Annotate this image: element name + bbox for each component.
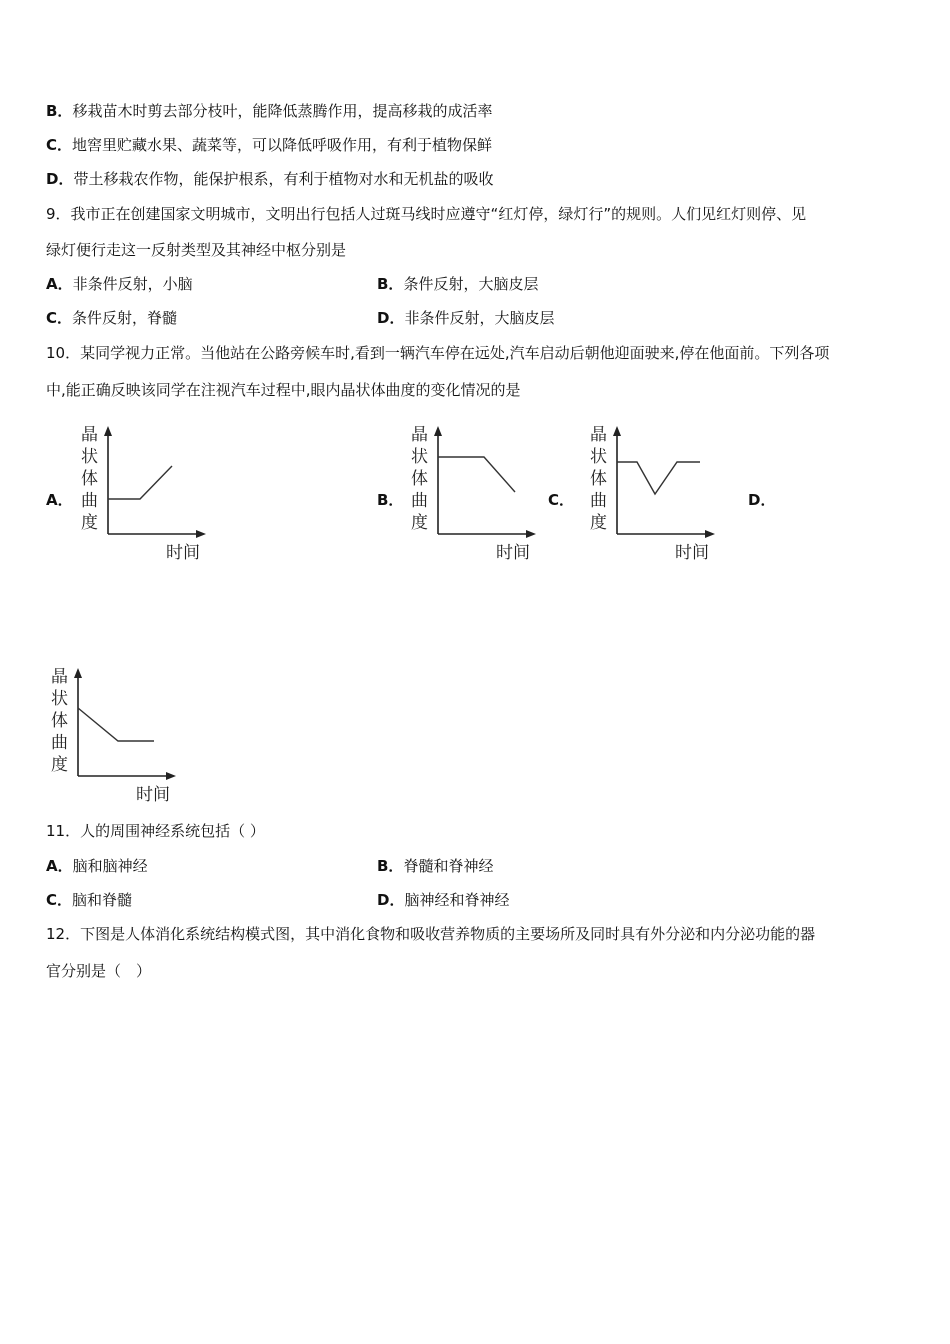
option-letter: C． [46, 136, 73, 154]
option-text: 脊髓和脊神经 [403, 857, 494, 875]
q9-stem-line1: 9．我市正在创建国家文明城市，文明出行包括人过斑马线时应遵守“红灯停，绿灯行”的规则。人们见红灯则停、见 [46, 205, 807, 223]
ylabel-char: 曲 [411, 491, 428, 511]
curve [617, 462, 700, 494]
graph-b [408, 420, 548, 565]
option-text: 条件反射，脊髓 [72, 309, 178, 327]
y-axis-arrow [613, 426, 621, 436]
graph-d [48, 662, 188, 807]
ylabel-char: 状 [411, 447, 428, 467]
q9-option-d [377, 308, 554, 328]
q11-option-b [377, 856, 493, 876]
xlabel: 时间 [675, 543, 709, 563]
q9-option-b [377, 274, 538, 294]
option-letter: A． [46, 275, 73, 293]
option-text: 脑和脑神经 [72, 857, 148, 875]
q12-stem-line2: 官分别是（ ） [46, 962, 152, 980]
y-axis-arrow [74, 668, 82, 678]
xlabel: 时间 [166, 543, 200, 563]
xlabel: 时间 [136, 785, 170, 805]
ylabel-char: 状 [590, 447, 607, 467]
q8-option-d [46, 169, 493, 189]
ylabel-char: 度 [411, 513, 428, 533]
q11-option-a [46, 856, 148, 876]
ylabel-char: 曲 [81, 491, 98, 511]
curve [78, 708, 154, 741]
x-axis-arrow [526, 530, 536, 538]
option-text: 非条件反射，大脑皮层 [404, 309, 555, 327]
option-letter: D． [46, 170, 74, 188]
option-text: 移栽苗木时剪去部分枝叶，能降低蒸腾作用，提高移栽的成活率 [72, 102, 493, 120]
ylabel-char: 状 [51, 689, 68, 709]
x-axis-arrow [196, 530, 206, 538]
ylabel-char: 晶 [411, 425, 428, 445]
graph-a [78, 420, 218, 565]
q9-option-a [46, 274, 193, 294]
ylabel-char: 度 [81, 513, 98, 533]
option-text: 条件反射，大脑皮层 [403, 275, 539, 293]
ylabel-char: 体 [51, 711, 68, 731]
y-axis-arrow [434, 426, 442, 436]
q9-stem-line2: 绿灯便行走这一反射类型及其神经中枢分别是 [46, 241, 347, 259]
x-axis-arrow [705, 530, 715, 538]
q10-label-d: D． [748, 491, 776, 509]
ylabel-char: 晶 [81, 425, 98, 445]
option-letter: A． [46, 857, 73, 875]
q10-label-b: B． [377, 491, 404, 509]
curve [438, 457, 515, 492]
q10-stem-line2: 中,能正确反映该同学在注视汽车过程中,眼内晶状体曲度的变化情况的是 [46, 381, 521, 399]
option-letter: C． [46, 891, 73, 909]
q8-option-b [46, 101, 492, 121]
ylabel-char: 体 [81, 469, 98, 489]
q11-option-c [46, 890, 132, 910]
option-letter: D． [377, 891, 405, 909]
option-text: 脑和脊髓 [72, 891, 133, 909]
q12-stem-line1: 12．下图是人体消化系统结构模式图，其中消化食物和吸收营养物质的主要场所及同时具有外分泌和内分泌功能的器 [46, 925, 816, 943]
q10-label-a: A． [46, 491, 73, 509]
option-letter: D． [377, 309, 405, 327]
q11-stem: 11．人的周围神经系统包括（ ） [46, 822, 265, 840]
ylabel-char: 晶 [590, 425, 607, 445]
ylabel-char: 曲 [590, 491, 607, 511]
ylabel-char: 体 [590, 469, 607, 489]
ylabel-char: 状 [81, 447, 98, 467]
ylabel-char: 度 [51, 755, 68, 775]
option-letter: B． [46, 102, 73, 120]
q10-label-c: C． [548, 491, 575, 509]
y-axis-arrow [104, 426, 112, 436]
ylabel-char: 度 [590, 513, 607, 533]
option-text: 地窖里贮藏水果、蔬菜等，可以降低呼吸作用，有利于植物保鲜 [72, 136, 493, 154]
curve [108, 466, 172, 499]
xlabel: 时间 [496, 543, 530, 563]
option-letter: B． [377, 275, 404, 293]
graph-c [587, 420, 727, 565]
q10-stem-line1: 10．某同学视力正常。当他站在公路旁候车时,看到一辆汽车停在远处,汽车启动后朝他迎面驶来,停在他面前。下列各项 [46, 344, 830, 362]
option-text: 非条件反射，小脑 [72, 275, 193, 293]
ylabel-char: 体 [411, 469, 428, 489]
q8-option-c [46, 135, 492, 155]
option-letter: B． [377, 857, 404, 875]
option-text: 脑神经和脊神经 [404, 891, 510, 909]
q11-option-d [377, 890, 509, 910]
option-text: 带土移栽农作物，能保护根系，有利于植物对水和无机盐的吸收 [73, 170, 494, 188]
option-letter: C． [46, 309, 73, 327]
q9-option-c [46, 308, 177, 328]
x-axis-arrow [166, 772, 176, 780]
ylabel-char: 曲 [51, 733, 68, 753]
ylabel-char: 晶 [51, 667, 68, 687]
